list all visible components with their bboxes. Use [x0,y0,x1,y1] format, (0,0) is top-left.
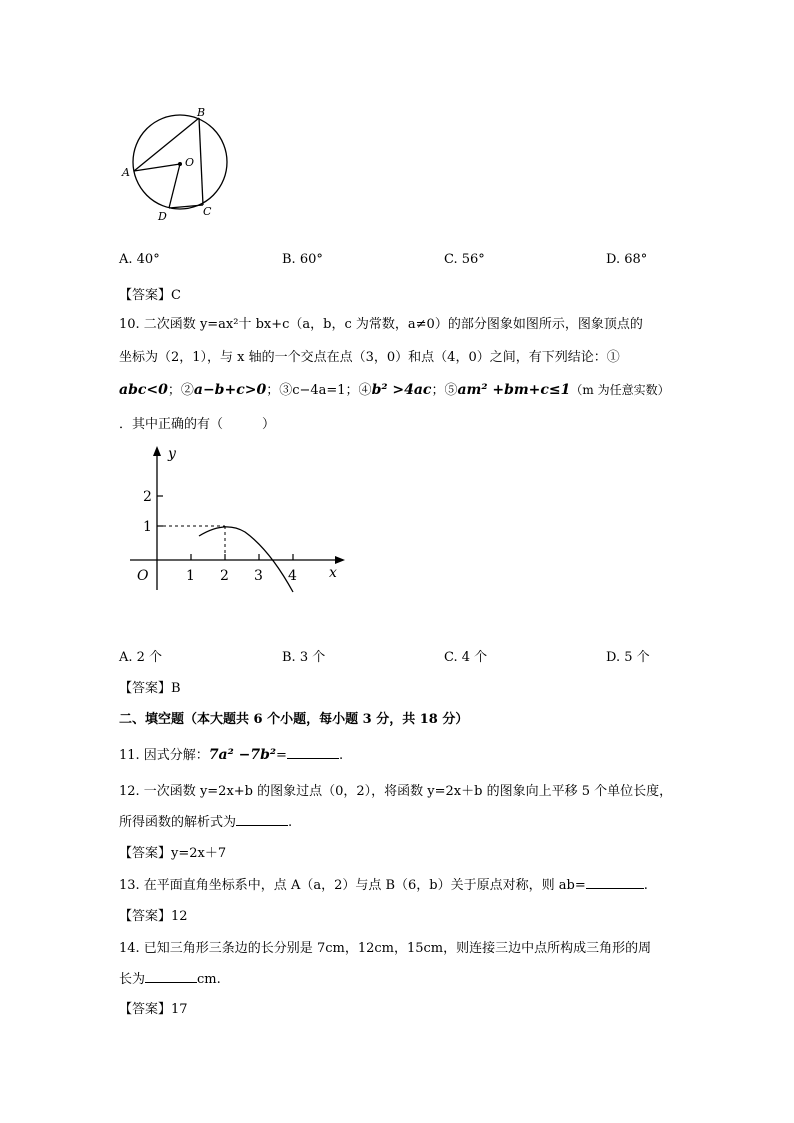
q14-answer: 【答案】17 [119,1002,188,1017]
x-tick-label-4: 4 [288,568,297,584]
x-tick-label-1: 1 [186,568,195,584]
q14-line1: 14. 已知三角形三条边的长分别是 7cm，12cm，15cm，则连接三边中点所构成三角形的周 [119,941,652,956]
q10-option-b: B. 3 个 [282,650,326,665]
q10-line1: 10. 二次函数 y=ax²十 bx+c（a，b，c 为常数，a≠0）的部分图象如图所示，图象顶点的 [119,317,643,332]
y-tick-label-2: 2 [143,489,152,505]
q13-blank [586,876,644,889]
q12-line1: 12. 一次函数 y=2x+b 的图象过点（0，2），将函数 y=2x＋b 的图象向上平移 5 个单位长度， [119,784,673,799]
x-tick-label-2: 2 [220,568,229,584]
parabola-graph [125,440,355,610]
q10-answer: 【答案】B [119,681,181,696]
y-axis-arrow [153,446,161,456]
label-B: B [197,106,206,119]
q9-option-c: C. 56° [444,252,485,267]
q14-blank [145,970,197,983]
label-O: O [185,156,195,169]
q10-line2: 坐标为（2，1），与 x 轴的一个交点在点（3，0）和点（4，0）之间，有下列结论：① [119,350,620,365]
center-point [178,162,182,166]
q10-conclusion-1: abc<0 [119,382,168,398]
q9-answer: 【答案】C [119,288,181,303]
q12-answer: 【答案】y=2x＋7 [119,846,227,861]
x-axis-label: x [329,565,337,581]
q11-expression: 7a² −7b² [208,747,277,763]
q12-line2 [119,811,292,830]
x-tick-label-3: 3 [254,568,263,584]
origin-label: O [137,568,149,584]
label-A: A [122,166,130,179]
q10-conclusion-4: b² >4ac [371,382,432,398]
circle-figure [115,105,260,225]
q9-option-a: A. 40° [119,252,160,267]
q14-line2-suffix: cm. [197,972,221,987]
q13-text: 13. 在平面直角坐标系中，点 A（a，2）与点 B（6，b）关于原点对称，则 ab= [119,878,586,893]
q11-end: . [338,748,344,763]
q12-line2-prefix: 所得函数的解析式为 [119,815,237,830]
q10-sep2: ；③c−4a=1；④ [266,383,372,398]
q13-answer: 【答案】12 [119,909,188,924]
q10-conclusion-2: a−b+c>0 [193,382,267,398]
q14-line2 [119,968,221,987]
q10-line4: ．其中正确的有（ ） [119,417,276,432]
q9-option-d: D. 68° [606,252,648,267]
q11-blank [287,746,339,759]
q10-conclusions [119,379,670,398]
q10-option-a: A. 2 个 [119,650,163,665]
q12-line2-end: . [288,815,293,830]
x-axis-arrow [335,556,345,564]
q13-line [119,874,648,893]
q12-blank [236,813,288,826]
q10-option-d: D. 5 个 [606,650,650,665]
q11-suffix: = [276,748,287,763]
y-axis-label: y [168,446,176,462]
q9-option-b: B. 60° [282,252,323,267]
segment-OD [169,164,180,208]
y-tick-label-1: 1 [143,519,152,535]
q10-note: （m 为任意实数） [570,383,670,397]
label-C: C [203,205,212,218]
q13-end: . [643,878,648,893]
q14-line2-prefix: 长为 [119,972,146,987]
q10-sep3: ；⑤ [431,383,458,398]
label-D: D [158,210,167,223]
q10-conclusion-5: am² +bm+c≤1 [457,382,571,398]
chord-BC [199,118,203,205]
q11-prefix: 11. 因式分解： [119,748,209,763]
q11-line [119,744,343,763]
section2-title: 二、填空题（本大题共 6 个小题，每小题 3 分，共 18 分） [119,712,469,727]
q10-option-c: C. 4 个 [444,650,488,665]
q10-sep1: ；② [167,383,194,398]
chord-DC [169,205,203,208]
